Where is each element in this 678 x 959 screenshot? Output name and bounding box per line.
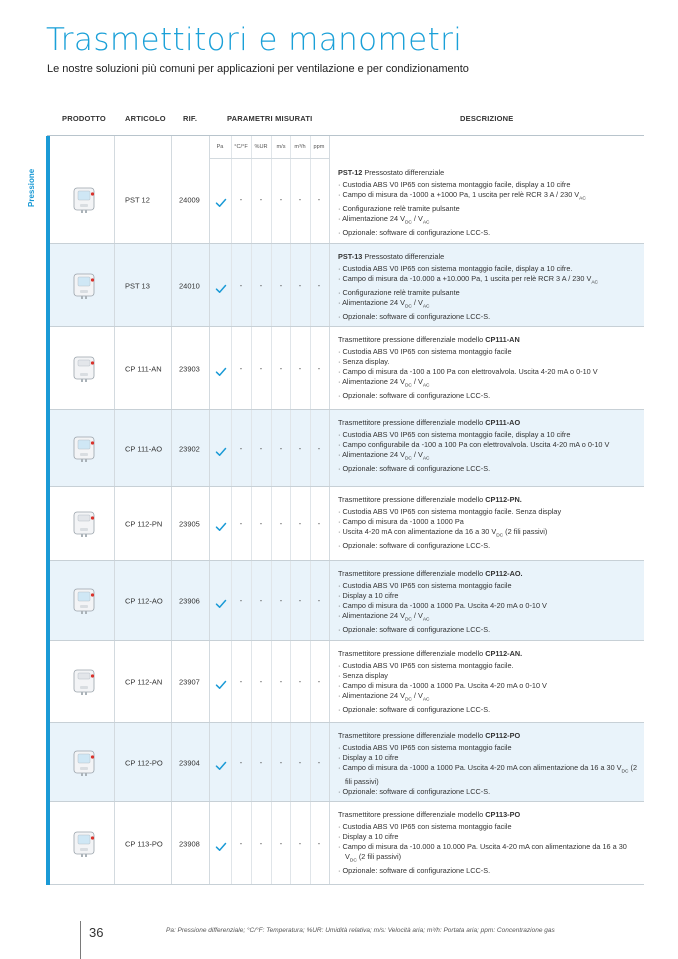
description-bullets [338, 347, 638, 401]
articolo-cell: CP 112-PO [125, 758, 163, 767]
model-code: CP112-PN. [485, 495, 522, 504]
column-divider [231, 802, 232, 884]
rif-cell: 23903 [179, 364, 200, 373]
column-divider [329, 802, 330, 884]
bullet-item: · Custodia ABS V0 IP65 con sistema montaggio facile [338, 743, 638, 753]
column-divider [329, 410, 330, 486]
col-header-descrizione: DESCRIZIONE [460, 114, 514, 123]
column-divider [231, 561, 232, 640]
bullet-item: · Campo di misura da -1000 a +1000 Pa, 1 uscita per relè RCR 3 A / 230 $V_{AC}$ [338, 190, 638, 204]
unit-subscript: AC [422, 220, 430, 226]
column-divider [251, 327, 252, 409]
articolo-cell: CP 113-PO [125, 839, 163, 848]
column-divider [209, 561, 210, 640]
dash-cell: - [317, 677, 321, 687]
check-icon [215, 596, 227, 606]
product-description [338, 569, 638, 635]
table-row [50, 410, 644, 487]
dash-cell: - [259, 443, 263, 453]
column-divider [271, 723, 272, 801]
footer-divider [80, 921, 81, 959]
bullet-item: · Display a 10 cifre [338, 591, 638, 601]
unit-subscript: DC [404, 617, 412, 623]
unit-subscript: AC [591, 280, 598, 286]
rif-cell: 23904 [179, 758, 200, 767]
product-image [72, 749, 96, 777]
model-code: CP112-PO [485, 731, 521, 740]
model-code: CP111-AN [485, 335, 520, 344]
dash-cell: - [279, 677, 283, 687]
dash-cell: - [317, 280, 321, 290]
model-code: CP112-AO. [485, 569, 523, 578]
dash-cell: - [298, 838, 302, 848]
product-image [72, 186, 96, 214]
column-divider [251, 802, 252, 884]
column-divider [171, 723, 172, 801]
bullet-item: · Campo di misura da -1000 a 1000 Pa [338, 517, 638, 527]
column-divider [290, 641, 291, 722]
page-number: 36 [89, 925, 104, 940]
column-divider [329, 487, 330, 560]
dash-cell: - [239, 443, 243, 453]
model-code: CP111-AO [485, 418, 521, 427]
table-row [50, 802, 644, 885]
column-divider [114, 723, 115, 801]
bullet-item: · Opzionale: software di configurazione LCC-S. [338, 464, 638, 474]
param-header-5: ppm [313, 144, 325, 150]
col-header-rif: RIF. [183, 114, 198, 123]
check-icon [215, 677, 227, 687]
dash-cell: - [279, 596, 283, 606]
dash-cell: - [317, 519, 321, 529]
col-header-articolo: ARTICOLO [125, 114, 166, 123]
description-bullets [338, 822, 638, 876]
rif-cell: 23906 [179, 596, 200, 606]
column-divider [114, 561, 115, 640]
dash-cell: - [298, 280, 302, 290]
table-row [50, 244, 644, 327]
product-description [338, 335, 638, 401]
description-heading: Trasmettitore pressione differenziale modello CP112-PO [338, 731, 521, 740]
column-divider [171, 487, 172, 560]
param-header-row [209, 136, 329, 158]
column-divider [231, 487, 232, 560]
dash-cell: - [239, 280, 243, 290]
unit-subscript: DC [349, 858, 357, 864]
dash-cell: - [259, 596, 263, 606]
column-divider [271, 561, 272, 640]
product-image [72, 435, 96, 463]
articolo-cell: CP 112-AN [125, 677, 163, 687]
dash-cell: - [259, 677, 263, 687]
description-heading: Trasmettitore pressione differenziale modello CP111-AO [338, 418, 521, 427]
dash-cell: - [298, 677, 302, 687]
dash-cell: - [259, 519, 263, 529]
check-icon [215, 519, 227, 529]
column-divider [114, 487, 115, 560]
column-divider [329, 136, 330, 243]
column-divider [171, 244, 172, 326]
column-divider [271, 244, 272, 326]
articolo-cell: CP 111-AO [125, 444, 163, 453]
unit-subscript: DC [404, 304, 412, 310]
column-divider [310, 561, 311, 640]
column-divider [290, 244, 291, 326]
model-code: PST-13 [338, 252, 363, 261]
column-divider [290, 802, 291, 884]
column-divider [114, 327, 115, 409]
articolo-cell: PST 13 [125, 281, 150, 290]
column-divider [231, 723, 232, 801]
column-divider [114, 802, 115, 884]
bullet-item: · Custodia ABS V0 IP65 con sistema montaggio facile [338, 581, 638, 591]
unit-subscript: DC [404, 220, 412, 226]
dash-cell: - [239, 195, 243, 205]
bullet-item: · Opzionale: software di configurazione LCC-S. [338, 228, 638, 238]
bullet-item: · Alimentazione 24 $V_{DC} / V_{AC}$ [338, 691, 638, 705]
bullet-item: · Alimentazione 24 $V_{DC} / V_{AC}$ [338, 298, 638, 312]
product-description [338, 731, 638, 797]
column-divider [271, 410, 272, 486]
rif-cell: 24010 [179, 281, 200, 290]
product-description [338, 810, 638, 876]
column-divider [329, 641, 330, 722]
column-divider [231, 410, 232, 486]
table-row [50, 327, 644, 410]
dash-cell: - [317, 596, 321, 606]
product-image [72, 668, 96, 696]
legend: Pa: Pressione differenziale; °C/°F: Temperatura; %UR: Umidità relativa; m/s: Velocità aria; m³/h: Portata aria; ppm: Concentrazione gas [166, 927, 555, 934]
product-description [338, 495, 638, 551]
bullet-item: · Campo di misura da -1000 a 1000 Pa. Uscita 4-20 mA o 0-10 V [338, 681, 638, 691]
description-heading: Trasmettitore pressione differenziale modello CP112-PN. [338, 495, 522, 504]
description-heading: Trasmettitore pressione differenziale modello CP111-AN [338, 335, 520, 344]
dash-cell: - [279, 838, 283, 848]
bullet-item: · Campo configurabile da -100 a 100 Pa con elettrovalvola. Uscita 4-20 mA o 0-10 V [338, 440, 638, 450]
bullet-item: · Custodia ABS V0 IP65 con sistema montaggio facile. [338, 661, 638, 671]
column-divider [171, 802, 172, 884]
articolo-cell: PST 12 [125, 195, 150, 205]
page-title: Trasmettitori e manometri [46, 22, 463, 58]
column-divider [329, 561, 330, 640]
product-image [72, 355, 96, 383]
unit-subscript: DC [621, 769, 629, 775]
bullet-item: · Custodia ABS V0 IP65 con sistema montaggio facile, display a 10 cifre. [338, 264, 638, 274]
bullet-item: · Campo di misura da -1000 a 1000 Pa. Uscita 4-20 mA o 0-10 V [338, 601, 638, 611]
bullet-item: · Opzionale: software di configurazione LCC-S. [338, 312, 638, 322]
param-header-0: Pa [216, 144, 224, 150]
bullet-item: · Custodia ABS V0 IP65 con sistema montaggio facile. Senza display [338, 507, 638, 517]
description-heading: PST-13 Pressostato differenziale [338, 252, 445, 261]
bullet-item: · Uscita 4-20 mA con alimentazione da 16 a 30 $V_{DC}$ (2 fili passivi) [338, 527, 638, 541]
product-description [338, 418, 638, 474]
dash-cell: - [239, 363, 243, 373]
table-row [50, 561, 644, 641]
column-divider [329, 723, 330, 801]
column-divider [310, 487, 311, 560]
column-divider [209, 641, 210, 722]
param-header-2: %UR [254, 144, 268, 150]
description-bullets [338, 264, 638, 322]
dash-cell: - [317, 443, 321, 453]
bullet-item: · Campo di misura da -10.000 a 10.000 Pa. Uscita 4-20 mA con alimentazione da 16 a 30 $V_{DC}$ (2 fili passivi) [338, 842, 638, 866]
dash-cell: - [279, 443, 283, 453]
unit-subscript: DC [404, 383, 412, 389]
column-divider [231, 641, 232, 722]
table-row [50, 487, 644, 561]
dash-cell: - [239, 519, 243, 529]
dash-cell: - [317, 195, 321, 205]
column-divider [290, 410, 291, 486]
description-heading: Trasmettitore pressione differenziale modello CP112-AO. [338, 569, 523, 578]
dash-cell: - [298, 363, 302, 373]
col-header-parametri: PARAMETRI MISURATI [227, 114, 313, 123]
dash-cell: - [239, 838, 243, 848]
description-bullets [338, 743, 638, 797]
column-divider [171, 561, 172, 640]
column-divider [310, 410, 311, 486]
bullet-item: · Display a 10 cifre [338, 832, 638, 842]
column-divider [209, 327, 210, 409]
product-image [72, 272, 96, 300]
bullet-item: · Opzionale: software di configurazione LCC-S. [338, 705, 638, 715]
column-divider [171, 136, 172, 243]
rif-cell: 23908 [179, 839, 200, 848]
column-divider [114, 410, 115, 486]
unit-subscript: AC [422, 383, 430, 389]
column-divider [251, 641, 252, 722]
column-divider [231, 327, 232, 409]
description-heading: Trasmettitore pressione differenziale modello CP112-AN. [338, 649, 523, 658]
column-divider [271, 327, 272, 409]
model-code: PST-12 [338, 168, 363, 177]
unit-subscript: DC [404, 697, 412, 703]
column-divider [251, 487, 252, 560]
column-divider [251, 723, 252, 801]
bullet-item: · Alimentazione 24 $V_{DC} / V_{AC}$ [338, 377, 638, 391]
column-divider [310, 327, 311, 409]
bullet-item: · Campo di misura da -1000 a 1000 Pa. Uscita 4-20 mA con alimentazione da 16 a 30 $V_{DC}$ (2 fili passivi) [338, 763, 638, 787]
param-header-3: m/s [276, 144, 286, 150]
bullet-item: · Custodia ABS V0 IP65 con sistema montaggio facile [338, 347, 638, 357]
dash-cell: - [279, 280, 283, 290]
column-divider [114, 244, 115, 326]
product-image [72, 830, 96, 858]
bullet-item: · Campo di misura da -100 a 100 Pa con elettrovalvola. Uscita 4-20 mA o 0-10 V [338, 367, 638, 377]
check-icon [215, 839, 227, 849]
dash-cell: - [317, 757, 321, 767]
description-heading: Trasmettitore pressione differenziale modello CP113-PO [338, 810, 521, 819]
column-divider [329, 327, 330, 409]
articolo-cell: CP 112-AO [125, 596, 163, 606]
bullet-item: · Opzionale: software di configurazione LCC-S. [338, 625, 638, 635]
product-image [72, 587, 96, 615]
description-bullets [338, 661, 638, 715]
column-divider [290, 327, 291, 409]
dash-cell: - [317, 363, 321, 373]
dash-cell: - [239, 677, 243, 687]
check-icon [215, 281, 227, 291]
description-bullets [338, 180, 638, 238]
column-divider [271, 641, 272, 722]
dash-cell: - [259, 757, 263, 767]
column-divider [209, 802, 210, 884]
unit-subscript: AC [422, 456, 430, 462]
dash-cell: - [279, 519, 283, 529]
column-divider [310, 723, 311, 801]
description-bullets [338, 581, 638, 635]
product-image [72, 510, 96, 538]
column-divider [114, 136, 115, 243]
bullet-item: · Custodia ABS V0 IP65 con sistema montaggio facile, display a 10 cifre [338, 180, 638, 190]
dash-cell: - [298, 596, 302, 606]
check-icon [215, 364, 227, 374]
check-icon [215, 195, 227, 205]
unit-subscript: DC [496, 533, 504, 539]
column-divider [310, 244, 311, 326]
product-description [338, 649, 638, 715]
column-divider [310, 641, 311, 722]
page-subtitle: Le nostre soluzioni più comuni per applicazioni per ventilazione e per condizionamento [47, 63, 469, 75]
bullet-item: · Alimentazione 24 $V_{DC} / V_{AC}$ [338, 450, 638, 464]
dash-cell: - [259, 838, 263, 848]
rif-cell: 23905 [179, 519, 200, 529]
bullet-item: · Senza display [338, 671, 638, 681]
rif-cell: 23902 [179, 444, 200, 453]
section-label: Pressione [27, 168, 36, 208]
column-divider [290, 723, 291, 801]
column-divider [209, 244, 210, 326]
articolo-cell: CP 112-PN [125, 519, 163, 529]
column-divider [251, 410, 252, 486]
dash-cell: - [239, 757, 243, 767]
bullet-item: · Alimentazione 24 $V_{DC} / V_{AC}$ [338, 214, 638, 228]
column-divider [251, 561, 252, 640]
param-header-1: °C/°F [234, 144, 248, 150]
unit-subscript: AC [422, 304, 430, 310]
column-divider [251, 244, 252, 326]
dash-cell: - [279, 363, 283, 373]
rif-cell: 23907 [179, 677, 200, 687]
column-divider [290, 561, 291, 640]
column-divider [231, 244, 232, 326]
bullet-item: · Opzionale: software di configurazione LCC-S. [338, 866, 638, 876]
column-divider [209, 487, 210, 560]
articolo-cell: CP 111-AN [125, 364, 162, 373]
model-code: CP113-PO [485, 810, 521, 819]
column-divider [290, 487, 291, 560]
dash-cell: - [279, 195, 283, 205]
dash-cell: - [317, 838, 321, 848]
bullet-item: · Display a 10 cifre [338, 753, 638, 763]
rif-cell: 24009 [179, 195, 200, 205]
column-divider [114, 641, 115, 722]
bullet-item: · Opzionale: software di configurazione LCC-S. [338, 391, 638, 401]
product-description [338, 252, 638, 322]
column-divider [209, 723, 210, 801]
product-description [338, 168, 638, 238]
table-row [50, 136, 644, 244]
column-divider [329, 244, 330, 326]
bullet-item: · Opzionale: software di configurazione LCC-S. [338, 541, 638, 551]
bullet-item: · Custodia ABS V0 IP65 con sistema montaggio facile [338, 822, 638, 832]
dash-cell: - [298, 195, 302, 205]
description-heading: PST-12 Pressostato differenziale [338, 168, 445, 177]
dash-cell: - [239, 596, 243, 606]
param-header-4: m³/h [294, 144, 306, 150]
column-divider [171, 641, 172, 722]
bullet-item: · Senza display. [338, 357, 638, 367]
dash-cell: - [298, 757, 302, 767]
table-row [50, 641, 644, 723]
column-divider [271, 802, 272, 884]
dash-cell: - [259, 195, 263, 205]
unit-subscript: DC [404, 456, 412, 462]
dash-cell: - [259, 363, 263, 373]
col-header-prodotto: PRODOTTO [62, 114, 106, 123]
check-icon [215, 758, 227, 768]
bullet-item: · Custodia ABS V0 IP65 con sistema montaggio facile, display a 10 cifre [338, 430, 638, 440]
description-bullets [338, 430, 638, 474]
model-code: CP112-AN. [485, 649, 523, 658]
unit-subscript: AC [579, 196, 586, 202]
dash-cell: - [259, 280, 263, 290]
description-bullets [338, 507, 638, 551]
bullet-item: · Configurazione relè tramite pulsante [338, 288, 638, 298]
bullet-item: · Alimentazione 24 $V_{DC} / V_{AC}$ [338, 611, 638, 625]
column-divider [171, 327, 172, 409]
dash-cell: - [298, 519, 302, 529]
bullet-item: · Opzionale: software di configurazione LCC-S. [338, 787, 638, 797]
column-divider [271, 487, 272, 560]
unit-subscript: AC [422, 697, 430, 703]
column-divider [209, 410, 210, 486]
dash-cell: - [279, 757, 283, 767]
column-divider [310, 802, 311, 884]
bullet-item: · Campo di misura da -10.000 a +10.000 Pa, 1 uscita per relè RCR 3 A / 230 $V_{AC}$ [338, 274, 638, 288]
unit-subscript: AC [422, 617, 430, 623]
column-divider [171, 410, 172, 486]
bullet-item: · Configurazione relè tramite pulsante [338, 204, 638, 214]
check-icon [215, 444, 227, 454]
table-row [50, 723, 644, 802]
dash-cell: - [298, 443, 302, 453]
param-header-divider [209, 158, 329, 159]
